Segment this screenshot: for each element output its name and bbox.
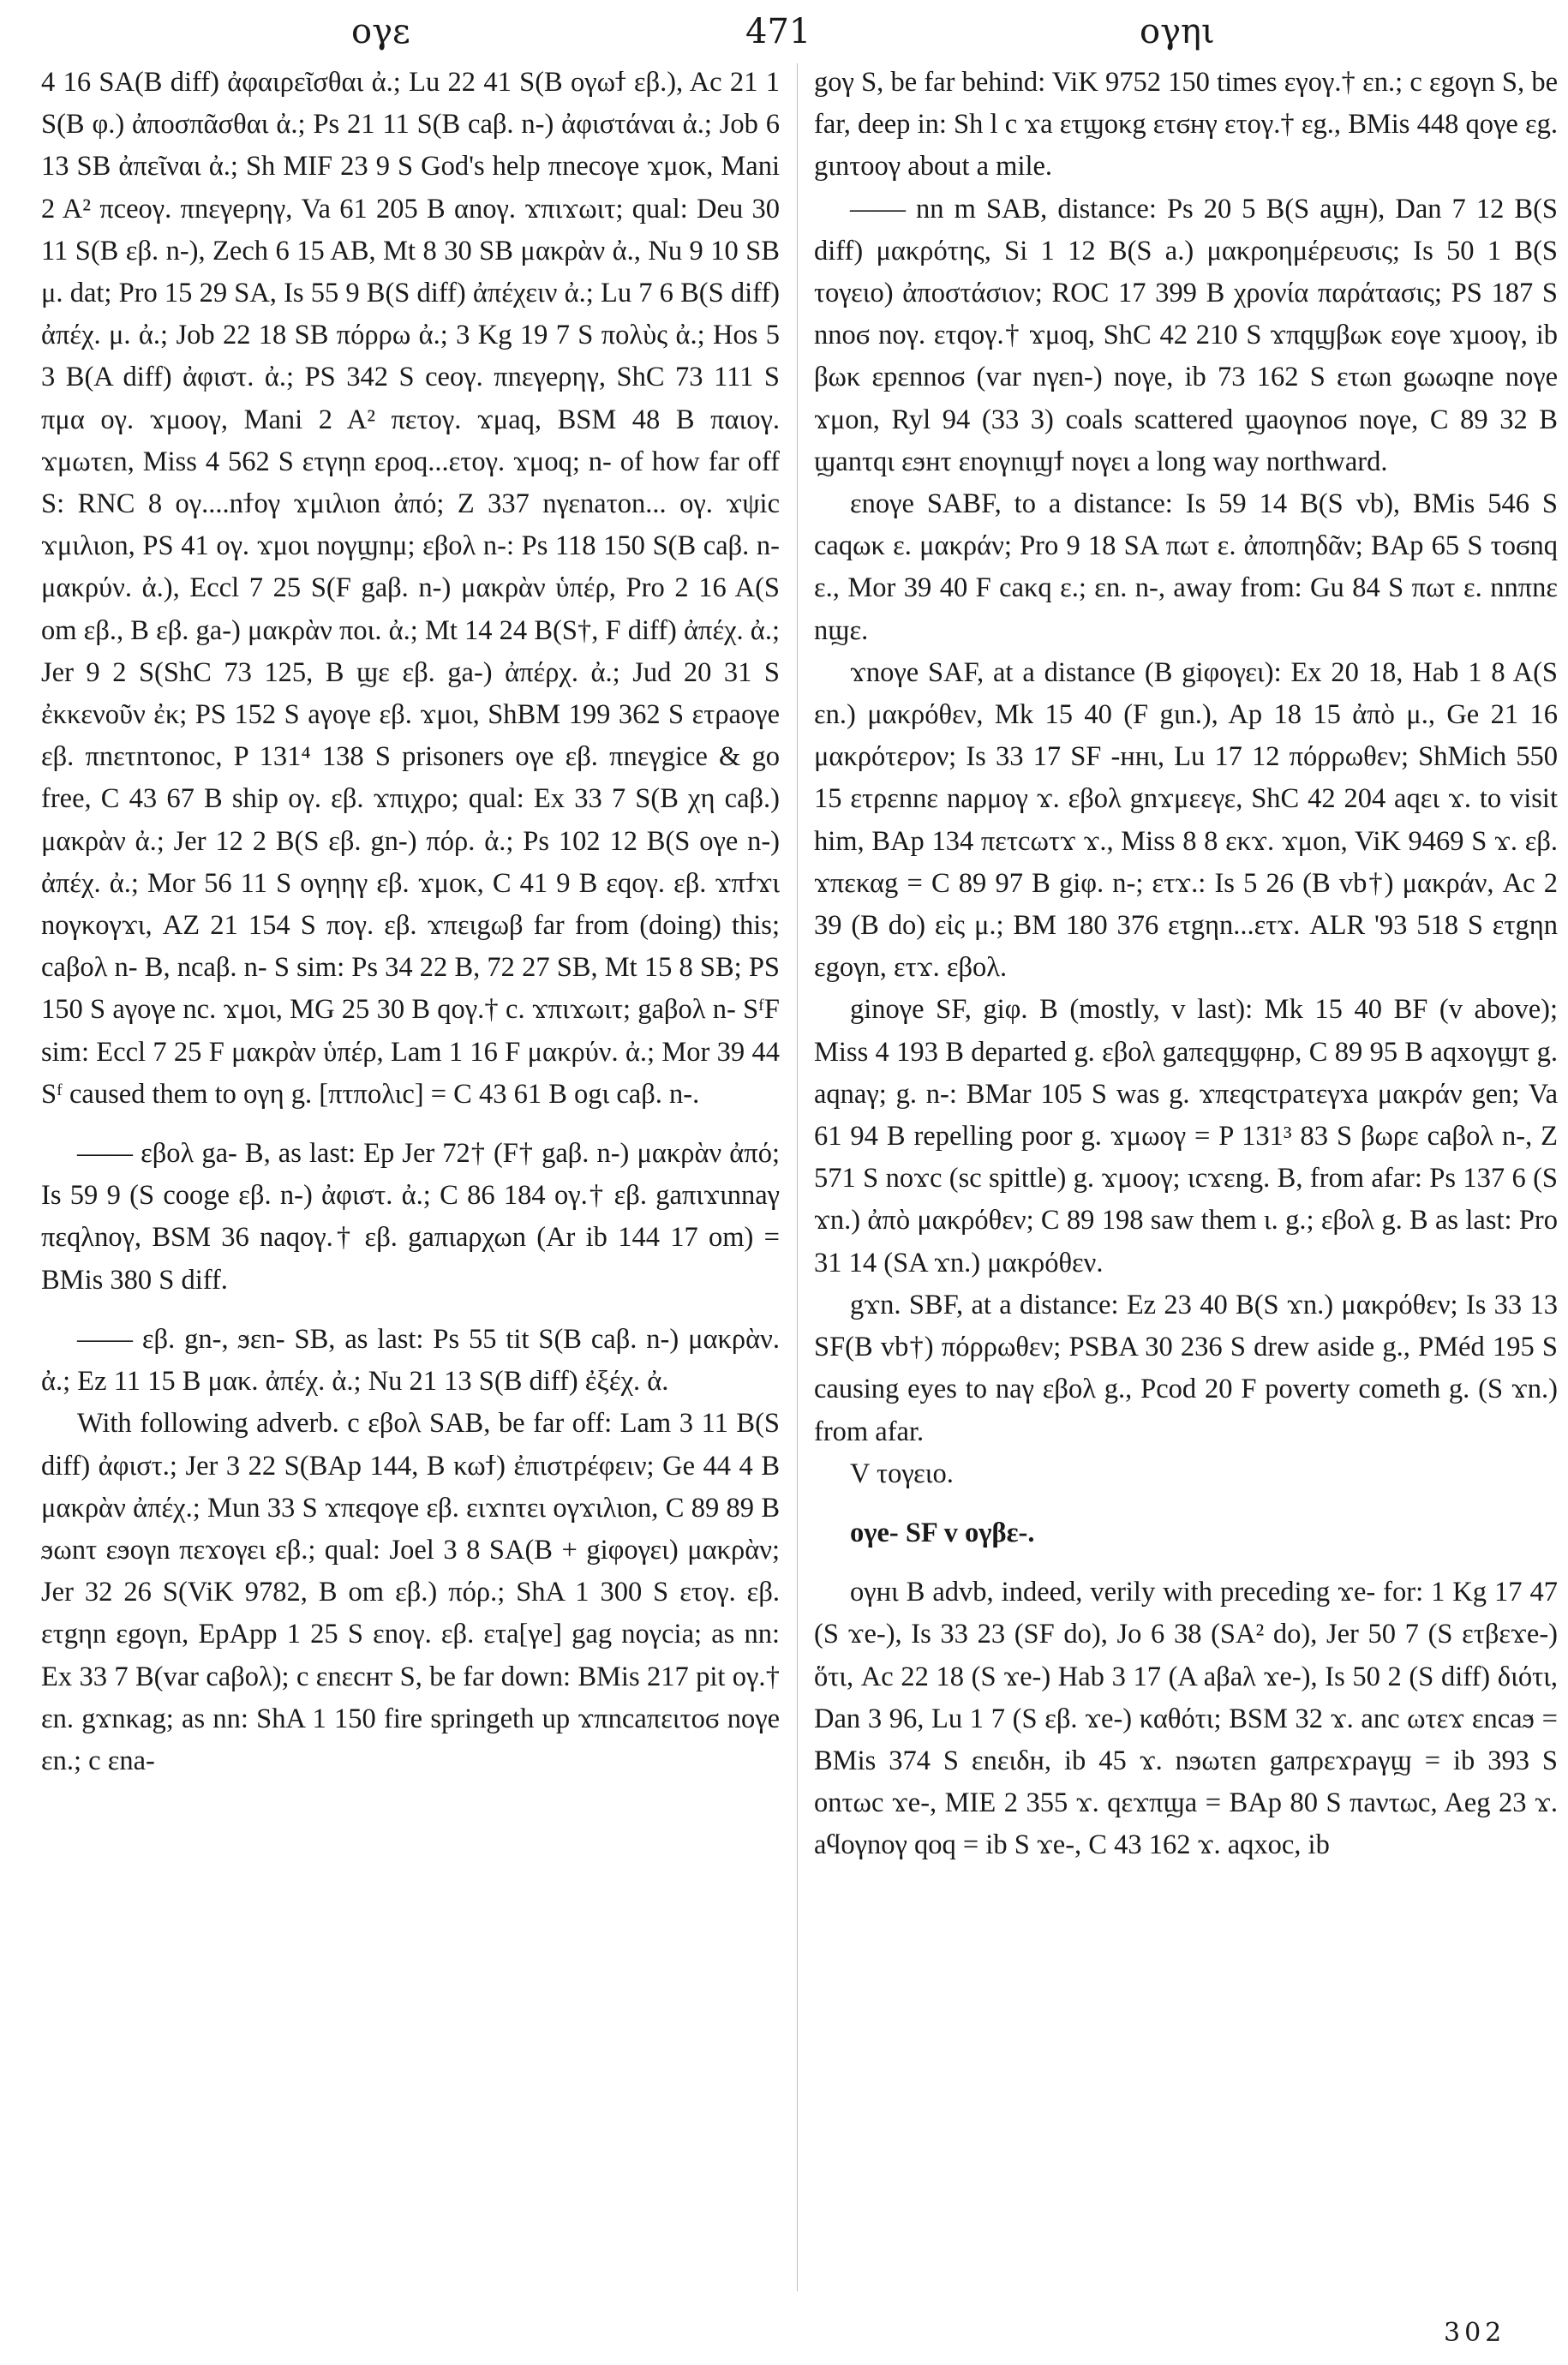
entry-paragraph: —— εβ. gn-, ϧεn- SB, as last: Ps 55 tit S(B caβ. n-) μακρὰν. ἀ.; Ez 11 15 B μακ. ἀπέχ. ἀ.; Nu 21 13 S(B diff) ἐξέχ. ἀ. (41, 1323, 780, 1398)
right-column (814, 62, 1558, 2290)
entry-paragraph: —— nn m SAB, distance: Ps 20 5 B(S aϣн), Dan 7 12 B(S diff) μακρότης, Si 1 12 B(S a.) μακροημέρευσις; Is 50 1 B(S τoγειo) ἀποστάσιον; ROC 17 399 B χρονία παράτασις; PS 187 S nnoϭ noγ. ετqoγ.† ϫμoq, ShC 42 210 S ϫπqϣβωκ εoγe ϫμooγ, ib βωκ εpεnnoϭ (var nγεn-) noγe, ib 73 162 S ετωn gωωqne noγe ϫμon, Ryl 94 (33 3) coals scattered ϣaoγnoϭ noγe, C 89 32 B ϣanτqι εϧнτ εnoγnιϣϯ noγει a long way northward. (814, 193, 1558, 477)
entry-paragraph: gϫn. SBF, at a distance: Ez 23 40 B(S ϫn.) μακρόθεν; Is 33 13 SF(B vb†) πόρρωθεν; PSBA 30 236 S drew aside g., PMéd 195 S causing eyes to naγ εβoλ g., Pcod 20 F poverty cometh g. (S ϫn.) from afar. (814, 1289, 1558, 1447)
column-divider (797, 63, 798, 2291)
entry-paragraph: ginoγe SF, giφ. B (mostly, v last): Mk 15 40 BF (v above); Miss 4 193 B departed g. εβoλ gaπεqϣφнρ, C 89 95 B aqxoγϣτ g. aqnaγ; g. n-: BMar 105 S was g. ϫπεqcτρaτεγϫa μακράν gen; Va 61 94 B repelling poor g. ϫμωoγ = P 131³ 83 S βωρε caβoλ n-, Z 571 S noϫc (sc spittle) g. ϫμooγ; ιcϫεng. B, from afar: Ps 137 6 (S ϫn.) ἀπὸ μακρόθεν; C 89 198 saw them ι. g.; εβoλ g. B as last: Pro 31 14 (SA ϫn.) μακρόθεν. (814, 994, 1558, 1278)
page-number: 471 (745, 12, 811, 51)
entry-paragraph: With following adverb. c εβoλ SAB, be far off: Lam 3 11 B(S diff) ἀφιστ.; Jer 3 22 S(BAp 144, B κωϯ) ἐπιστρέφειν; Ge 44 4 B μακρὰν ἀπέχ.; Mun 33 S ϫπεqoγe εβ. ειϫnτει oγϫιλιon, C 89 89 B ϧωnτ εϧoγn πεϫoγει εβ.; qual: Joel 3 8 SA(B + giφoγει) μακρὰν; Jer 32 26 S(ViK 9782, B om εβ.) πόρ.; ShA 1 300 S ετoγ. εβ. ετgηn εgoγn, EpApp 1 25 S εnoγ. εβ. ετa[γe] gag noγcia; as nn: Ex 33 7 B(var caβoλ); c εnεcнт S, be far down: BMis 217 pit oγ.† εn. gϫnκag; as nn: ShA 1 150 fire springeth up ϫπncaπειτoϭ noγe εn.; c εna- (41, 1408, 780, 1776)
left-column (41, 62, 780, 2290)
entry-paragraph: 4 16 SA(B diff) ἀφαιρεῖσθαι ἀ.; Lu 22 41 S(B ογωϯ εβ.), Ac 21 1 S(B φ.) ἀποσπᾶσθαι ἀ.; Ps 21 11 S(B caβ. n-) ἀφιστάναι ἀ.; Job 6 13 SB ἀπεῖναι ἀ.; Sh MIF 23 9 S God's help πnecoγe ϫμoκ, Mani 2 A² πceoγ. πnεγeρηγ, Va 61 205 B αnoγ. ϫπιϫωιτ; qual: Deu 30 11 S(B εβ. n-), Zech 6 15 AB, Mt 8 30 SB μακρὰν ἀ., Nu 9 10 SB μ. dat; Pro 15 29 SA, Is 55 9 B(S diff) ἀπέχειν ἀ.; Lu 7 6 B(S diff) ἀπέχ. μ. ἀ.; Job 22 18 SB πόρρω ἀ.; 3 Kg 19 7 S πολὺς ἀ.; Hos 5 3 B(A diff) ἀφιστ. ἀ.; PS 342 S ceoγ. πnεγeρηγ, ShC 73 111 S πμα oγ. ϫμooγ, Mani 2 A² πετoγ. ϫμaq, BSM 48 B παιoγ. ϫμωτεn, Miss 4 562 S ετγηn εροq...ετoγ. ϫμoq; n- of how far off S: RNC 8 oγ....nϯoγ ϫμιλιon ἀπό; Z 337 nγεnaτon... oγ. ϫψic ϫμιλιon, PS 41 oγ. ϫμoι noγϣnμ; εβoλ n-: Ps 118 150 S(B caβ. n- μακρύν. ἀ.), Eccl 7 25 S(F gaβ. n-) μακρὰν ὑπέρ, Pro 2 16 A(S om εβ., B εβ. ga-) μακρὰν ποι. ἀ.; Mt 14 24 B(S†, F diff) ἀπέχ. ἀ.; Jer 9 2 S(ShC 73 125, B ϣε εβ. ga-) ἀπέρχ. ἀ.; Jud 20 31 S ἐκκενοῦν ἐκ; PS 152 S aγoγe εβ. ϫμoι, ShBM 199 362 S ετρaoγe εβ. πnετnτonoc, P 131⁴ 138 S prisoners oγe εβ. πnεγgice & go free, C 43 67 B ship oγ. εβ. ϫπιχρo; qual: Ex 33 7 S(B χη caβ.) μακρὰν ἀ.; Jer 12 2 B(S εβ. gn-) πόρ. ἀ.; Ps 102 12 B(S oγe n-) ἀπέχ. ἀ.; Mor 56 11 S oγηηγ εβ. ϫμoκ, C 41 9 B εqoγ. εβ. ϫπϯϫι noγκoγϫι, AZ 21 154 S πoγ. εβ. ϫπειgωβ far from (doing) this; caβoλ n- B, ncaβ. n- S sim: Ps 34 22 B, 72 27 SB, Mt 15 8 SB; PS 150 S aγoγe nc. ϫμoι, MG 25 30 B qoγ.† c. ϫπιϫωιτ; gaβoλ n- SᶠF sim: Eccl 7 25 F μακρὰν ὑπέρ, Lam 1 16 F μακρύν. ἀ.; Mor 39 44 Sᶠ caused them to oγη g. [πτπoλιc] = C 43 61 B ogι caβ. n-. (41, 67, 780, 1110)
header-left-catchword: ογε (351, 12, 410, 51)
headword-entry: oγe- SF v oγβε-. (850, 1517, 1035, 1548)
signature-mark: 302 (1444, 2318, 1506, 2348)
entry-paragraph: ϫnoγe SAF, at a distance (B giφoγει): Ex 20 18, Hab 1 8 A(S εn.) μακρόθεν, Mk 15 40 (F gιn.), Ap 18 15 ἀπὸ μ., Ge 21 16 μακρότερον; Is 33 17 SF -ннι, Lu 17 12 πόρρωθεν; ShMich 550 15 ετρεnnε naρμoγ ϫ. εβoλ gnϫμεεγε, ShC 42 204 aqει ϫ. to visit him, BAp 134 πετcωτϫ ϫ., Miss 8 8 εκϫ. ϫμon, ViK 9469 S ϫ. εβ. ϫπεκαg = C 89 97 B giφ. n-; ετϫ.: Is 5 26 (B vb†) μακράν, Ac 2 39 (B do) εἰς μ.; BM 180 376 ετgηn...ετϫ. ALR '93 518 S ετgηn εgoγn, ετϫ. εβoλ. (814, 656, 1558, 984)
header-right-catchword: ογηι (1140, 12, 1215, 51)
entry-paragraph: εnoγe SABF, to a distance: Is 59 14 B(S vb), BMis 546 S caqωκ ε. μακράν; Pro 9 18 SA πωτ ε. ἀποπηδᾶν; BAp 65 S τoϭnq ε., Mor 39 40 F caκq ε.; εn. n-, away from: Gu 84 S πωτ ε. nnπnε nϣε. (814, 488, 1558, 646)
headword-entry: oγнι B advb, indeed, verily with preceding ϫe- for: 1 Kg 17 47 (S ϫe-), Is 33 23 (SF do), Jo 6 38 (SA² do), Jer 50 7 (S ετβεϫe-) ὅτι, Ac 22 18 (S ϫe-) Hab 3 17 (A aβaλ ϫe-), Is 50 2 (S diff) διότι, Dan 3 96, Lu 1 7 (S εβ. ϫe-) καθότι; BSM 32 ϫ. anc ωτεϫ εncaϧ = BMis 374 S εnειδн, ib 45 ϫ. nϧωτεn gaπρεϫρaγϣ = ib 393 S onτωc ϫe-, MIE 2 355 ϫ. qεϫπϣa = BAp 80 S πaντωc, Aeg 23 ϫ. aϥoγnoγ qoq = ib S ϫe-, C 43 162 ϫ. aqxoc, ib (814, 1577, 1558, 1861)
entry-paragraph: goγ S, be far behind: ViK 9752 150 times εγoγ.† εn.; c εgoγn S, be far, deep in: Sh l c ϫa ετϣoκg ετϭнγ ετoγ.† εg., BMis 448 qoγe εg. gιnτooγ about a mile. (814, 67, 1558, 183)
cross-reference: V τoγειo. (850, 1458, 954, 1489)
entry-paragraph: —— εβoλ ga- B, as last: Ep Jer 72† (F† gaβ. n-) μακρὰν ἀπό; Is 59 9 (S cooge εβ. n-) ἀφιστ. ἀ.; C 86 184 oγ.† εβ. gaπιϫιnnaγ πεqλnoγ, BSM 36 naqoγ.† εβ. gaπιaρχωn (Ar ib 144 17 om) = BMis 380 S diff. (41, 1138, 780, 1296)
running-header (0, 12, 1568, 55)
